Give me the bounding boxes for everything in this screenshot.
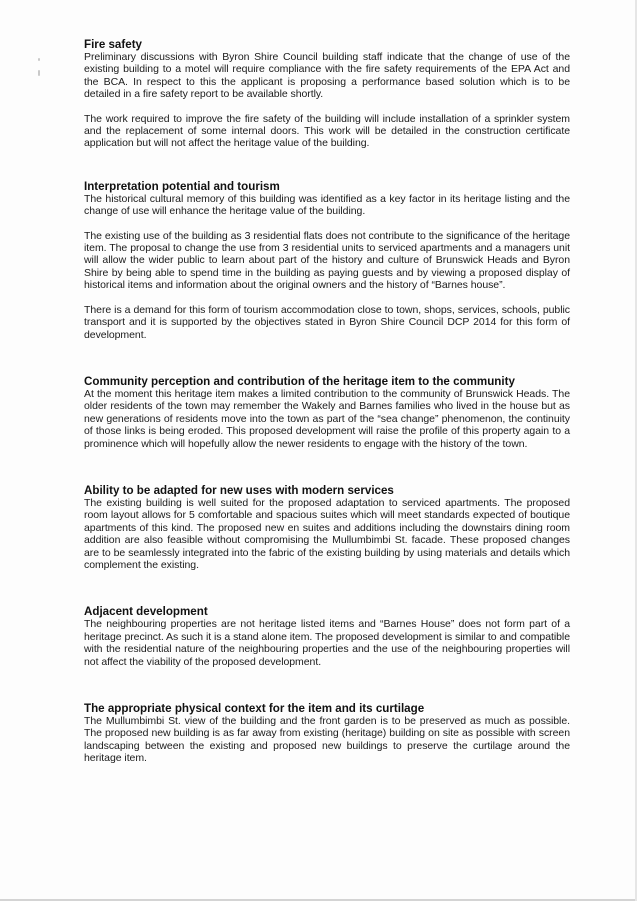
section-heading: Interpretation potential and tourism: [84, 179, 280, 193]
paragraph: The work required to improve the fire safety of the building will include installation of a sprinkler system and the replacement of some internal doors. This work will be detailed in the construction certificate application but will not affect the heritage value of the building.: [84, 112, 570, 150]
scan-mark: [38, 58, 40, 61]
section-heading: The appropriate physical context for the item and its curtilage: [84, 702, 425, 715]
section-adaptation-services: [84, 484, 570, 571]
scan-mark: [38, 70, 40, 76]
paragraph: The Mullumbimbi St. view of the building and the front garden is to be preserved as much as possible. The proposed new building is as far away from existing (heritage) building on site as possible with screen landscaping between the existing and proposed new buildings to preserve the curtilage around the heritage item.: [84, 715, 570, 765]
paragraph: The existing use of the building as 3 residential flats does not contribute to the significance of the heritage item. The proposal to change the use from 3 residential units to serviced apartments and a managers unit will allow the wider public to learn about part of the history and culture of Brunswick Heads and Byron Shire by being able to spend time in the building as paying guests and by viewing a proposed display of historical items and information about the original owners and the history of “Barnes house”.: [84, 229, 570, 292]
paragraph: Preliminary discussions with Byron Shire Council building staff indicate that the change of use of the existing building to a motel will require compliance with the fire safety requirements of the EPA Act and the BCA. In respect to this the applicant is proposing a performance based solution which is to be detailed in a fire safety report to be available shortly.: [84, 51, 570, 101]
section-fire-safety: [84, 38, 570, 150]
section-community-perception: [84, 375, 570, 450]
document-body: [84, 38, 570, 777]
section-heading: Ability to be adapted for new uses with modern services: [84, 483, 394, 497]
paragraph: There is a demand for this form of tourism accommodation close to town, shops, services, schools, public transport and it is supported by the objectives stated in Byron Shire Council DCP 2014 for this form of development.: [84, 303, 570, 341]
paragraph: At the moment this heritage item makes a limited contribution to the community of Brunswick Heads. The older residents of the town may remember the Wakely and Barnes families who lived in the house but as new generations of residents move into the town as part of the “sea change” phenomenon, the continuity of those links is being eroded. This proposed development will raise the profile of this property again to a prominence which will hopefully allow the newer residents to engage with the history of the town.: [84, 387, 570, 450]
section-heading: Adjacent development: [84, 605, 208, 619]
paragraph: The historical cultural memory of this building was identified as a key factor in its heritage listing and the change of use will enhance the heritage value of the building.: [84, 192, 570, 218]
section-heading: Fire safety: [84, 38, 142, 51]
section-adjacent-development: [84, 605, 570, 668]
section-interpretation-tourism: [84, 180, 570, 341]
paragraph: The neighbouring properties are not heritage listed items and “Barnes House” does not form part of a heritage precinct. As such it is a stand alone item. The proposed development is similar to and compatible with the residential nature of the neighbouring properties and the use of the neighbouring properties will not affect the viability of the proposed development.: [84, 618, 570, 668]
paragraph: The existing building is well suited for the proposed adaptation to serviced apartments. The proposed room layout allows for 5 comfortable and spacious suites which will meet standards expected of boutique apartments of this kind. The proposed new en suites and additions including the downstairs dining room addition are also feasible without compromising the Mullumbimbi St. facade. These proposed changes are to be seamlessly integrated into the fabric of the existing building by using materials and details which complement the existing.: [84, 496, 570, 571]
section-physical-context: [84, 702, 570, 765]
section-heading: Community perception and contribution of the heritage item to the community: [84, 374, 515, 388]
